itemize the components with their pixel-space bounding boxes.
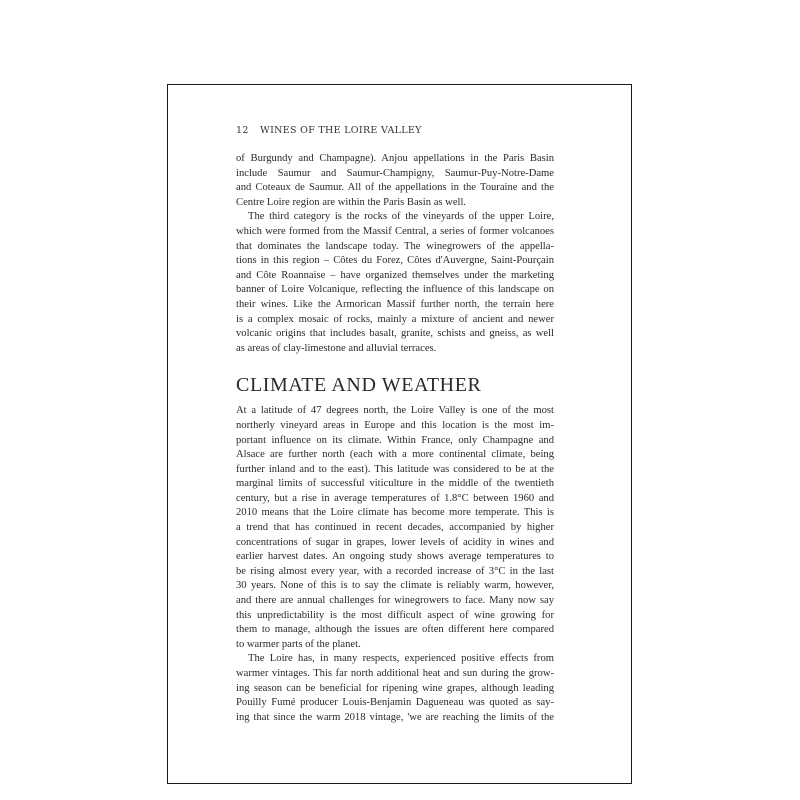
- text-line: 30 years. None of this is to say the climate is reliably warm, however,: [236, 580, 554, 592]
- paragraph: [236, 152, 554, 210]
- text-line: and Coteaux de Saumur. All of the appellations in the Touraine and the: [236, 182, 554, 194]
- paragraphs-before-heading: [236, 152, 554, 356]
- text-line: 2010 means that the Loire climate has become more temperate. This is: [236, 507, 554, 519]
- text-line: ing that since the warm 2018 vintage, 'we are reaching the limits of the: [236, 711, 554, 723]
- text-line: warmer vintages. This far north additional heat and sun during the grow-: [236, 668, 554, 679]
- text-line: marginal limits of successful viticulture in the middle of the twentieth: [236, 478, 554, 490]
- text-line: The Loire has, in many respects, experienced positive effects from: [248, 653, 554, 665]
- text-line: of Burgundy and Champagne). Anjou appellations in the Paris Basin: [236, 153, 554, 164]
- text-line: volcanic origins that includes basalt, granite, schists and gneiss, as well: [236, 328, 554, 340]
- text-line: be rising almost every year, with a recorded increase of 3°C in the last: [236, 565, 554, 577]
- page-number: 12: [236, 125, 249, 136]
- section-heading: CLIMATE AND WEATHER: [236, 374, 482, 397]
- text-line: portant influence on its climate. Within France, only Champagne and: [236, 434, 554, 446]
- text-line: tions in this region – Côtes du Forez, Côtes d'Auvergne, Saint-Pourçain: [236, 255, 554, 267]
- text-line: include Saumur and Saumur-Champigny, Saumur-Puy-Notre-Dame: [236, 167, 554, 179]
- text-line: century, but a rise in average temperatures of 1.8°C between 1960 and: [236, 492, 554, 504]
- text-line: northerly vineyard areas in Europe and this location is the most im-: [236, 419, 554, 431]
- text-line: to warmer parts of the planet.: [236, 638, 361, 650]
- text-line: this unpredictability is the most difficult aspect of wine growing for: [236, 609, 554, 621]
- body-text: [236, 152, 554, 725]
- paragraphs-after-heading: [236, 404, 554, 725]
- text-line: banner of Loire Volcanique, reflecting the influence of this landscape on: [236, 284, 554, 296]
- text-line: them to manage, although the issues are often different here compared: [236, 624, 554, 636]
- text-line: a trend that has continued in recent decades, accompanied by higher: [236, 522, 554, 534]
- text-line: that dominates the landscape today. The winegrowers of the appella-: [236, 240, 554, 252]
- text-line: their wines. Like the Armorican Massif further north, the terrain here: [236, 298, 554, 310]
- running-head-title: WINES OF THE LOIRE VALLEY: [260, 125, 422, 136]
- text-line: earlier harvest dates. An ongoing study shows average temperatures to: [236, 551, 554, 563]
- text-line: Centre Loire region are within the Paris Basin as well.: [236, 196, 467, 208]
- text-line: as areas of clay-limestone and alluvial terraces.: [236, 342, 437, 354]
- text-line: is a complex mosaic of rocks, mainly a mixture of ancient and newer: [236, 313, 554, 325]
- text-line: and Côte Roannaise – have organized themselves under the marketing: [236, 269, 554, 281]
- text-line: Pouilly Fumé producer Louis-Benjamin Dagueneau was quoted as say-: [236, 697, 554, 709]
- paragraph: [236, 652, 554, 725]
- paragraph: [236, 210, 554, 356]
- text-line: At a latitude of 47 degrees north, the Loire Valley is one of the most: [236, 405, 554, 417]
- text-line: and there are annual challenges for winegrowers to face. Many now say: [236, 595, 554, 607]
- running-head: [236, 125, 422, 136]
- text-line: Alsace are further north (each with a more continental climate, being: [236, 449, 554, 461]
- text-line: ing season can be beneficial for ripening wine grapes, although leading: [236, 682, 554, 694]
- paragraph: [236, 404, 554, 652]
- text-line: concentrations of sugar in grapes, lower levels of acidity in wines and: [236, 536, 554, 548]
- text-line: further inland and to the east). This latitude was considered to be at the: [236, 463, 554, 475]
- text-line: The third category is the rocks of the vineyards of the upper Loire,: [248, 211, 554, 223]
- text-line: which were formed from the Massif Central, a series of former volcanoes: [236, 225, 554, 237]
- book-page: [167, 84, 632, 784]
